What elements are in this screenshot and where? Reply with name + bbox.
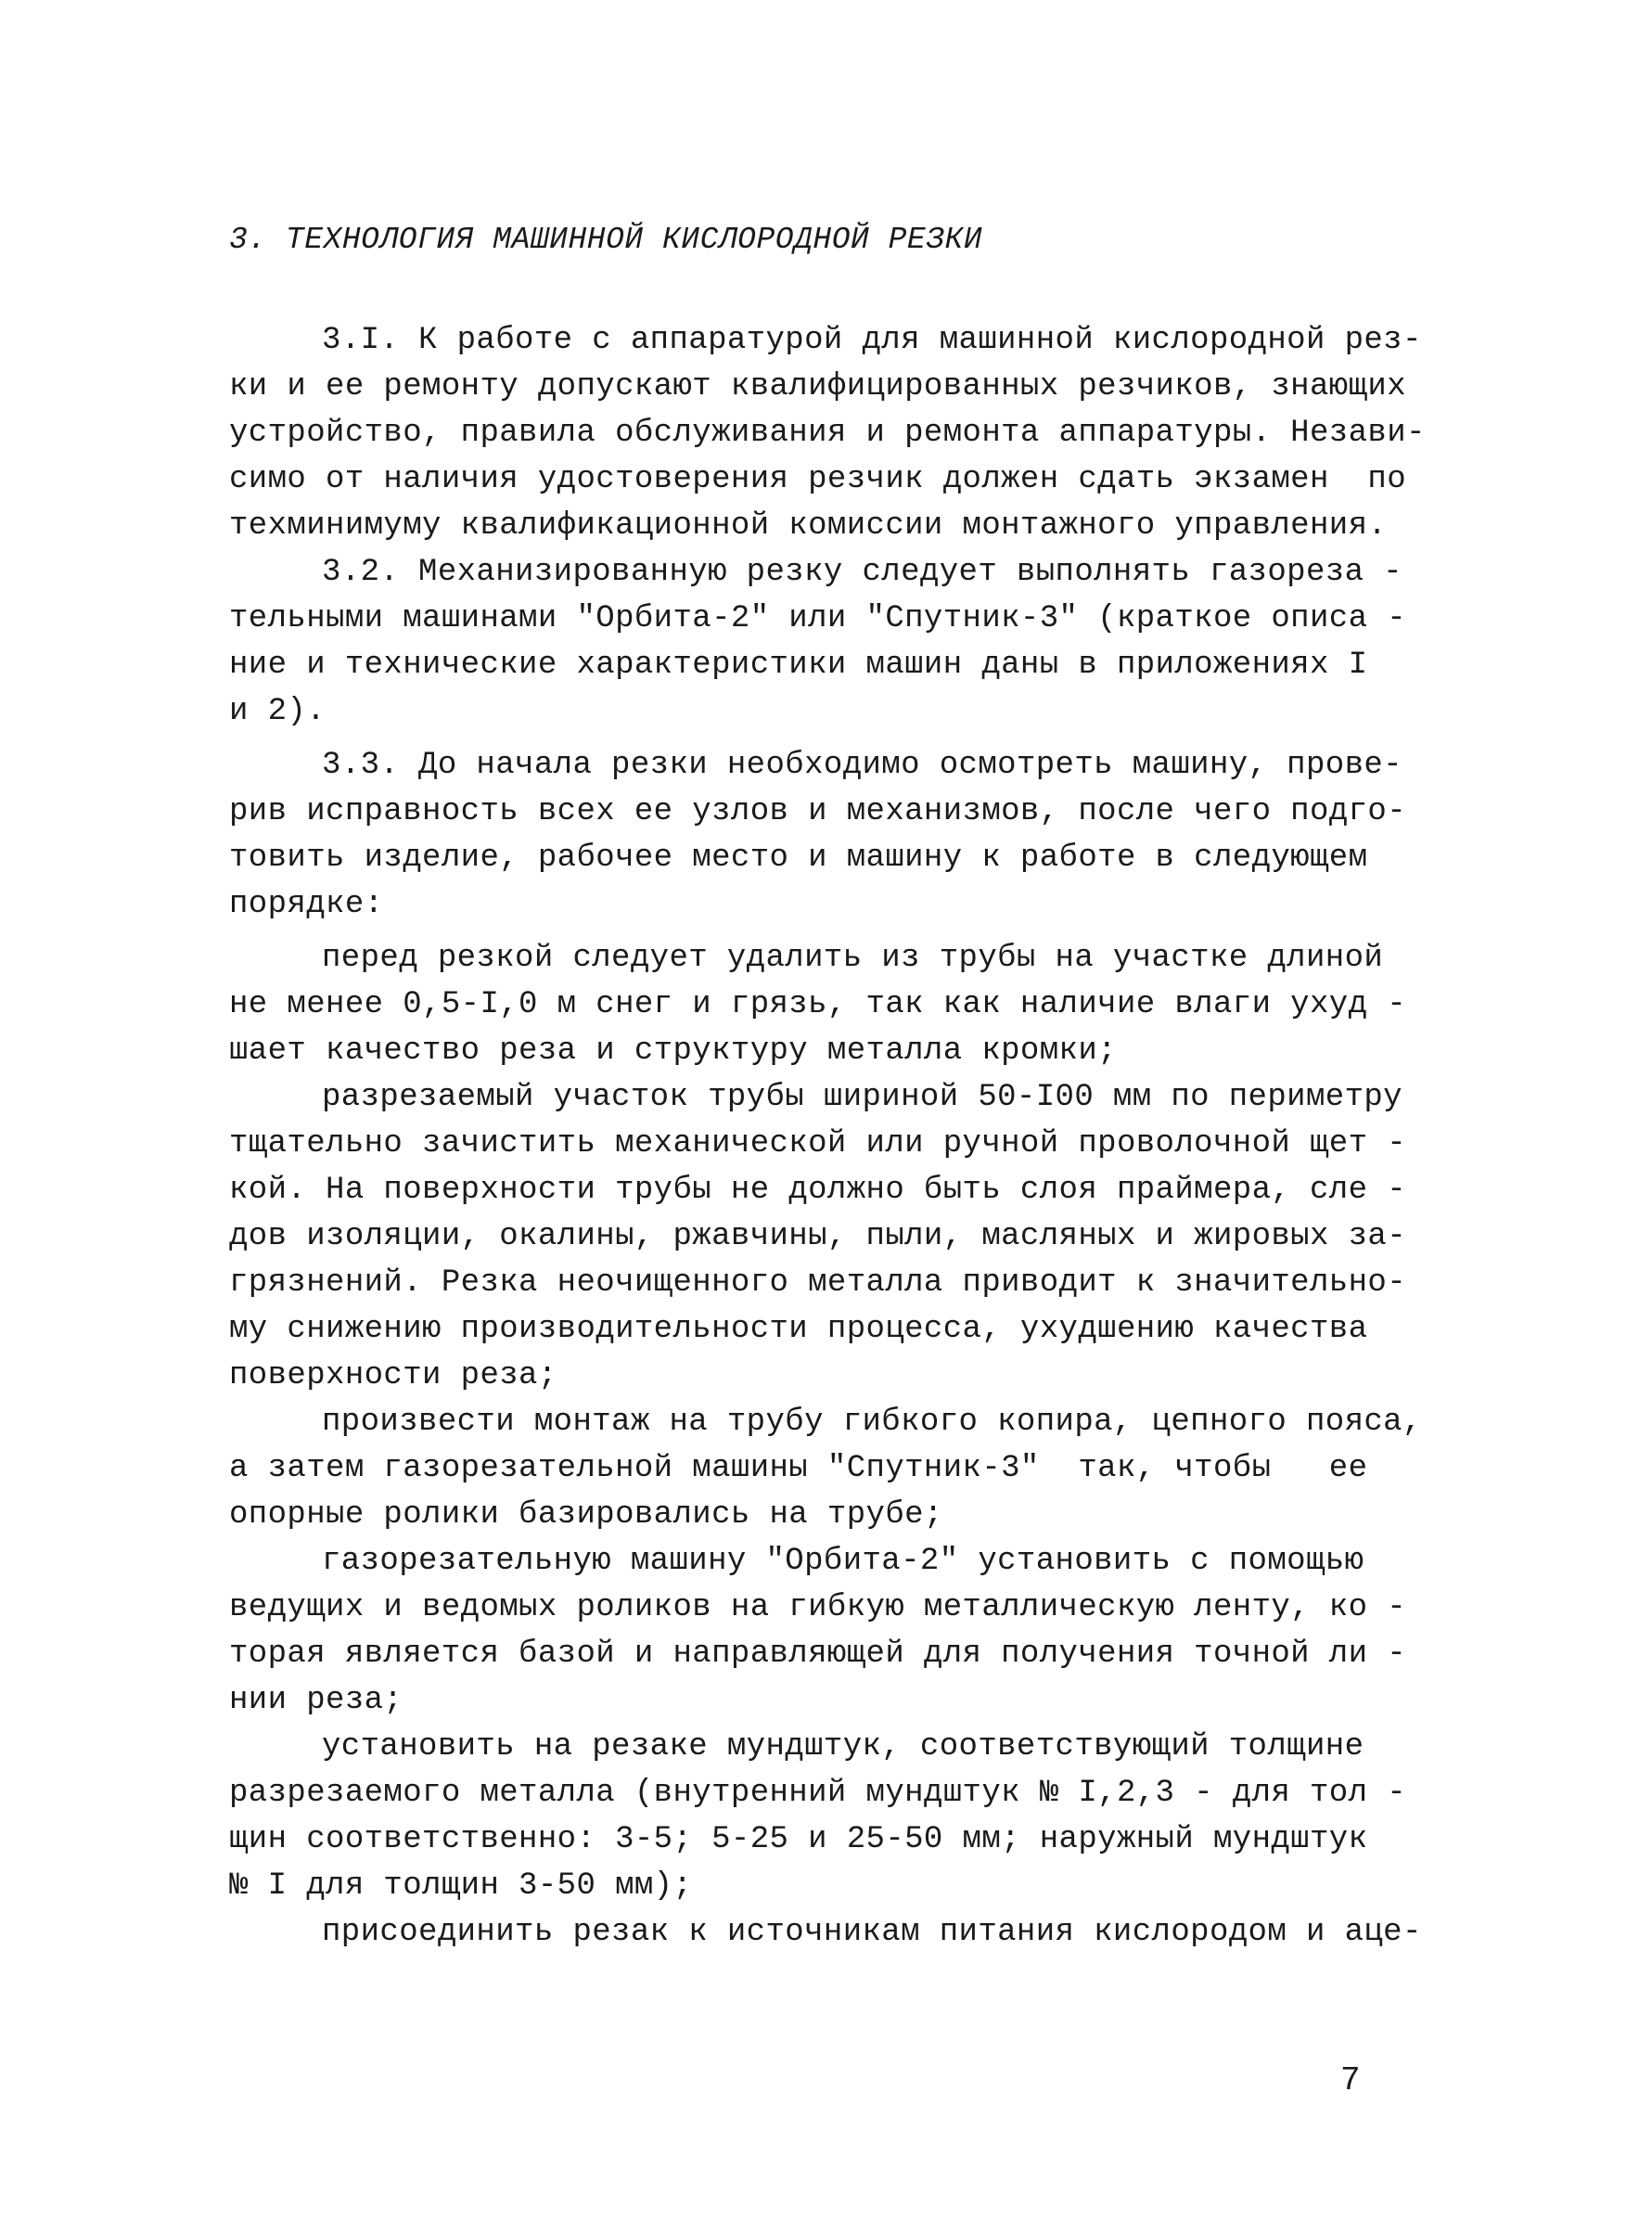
text-line: тщательно зачистить механической или ручной проволочной щет - <box>229 1126 1407 1161</box>
text-line: 3.2. Механизированную резку следует выполнять газореза - <box>322 555 1402 590</box>
text-line: грязнений. Резка неочищенного металла приводит к значительно- <box>229 1265 1407 1301</box>
text-line: а затем газорезательной машины "Спутник-3" так, чтобы ее <box>229 1451 1368 1486</box>
text-line: № I для толщин 3-50 мм); <box>229 1868 693 1904</box>
text-line: присоединить резак к источникам питания кислородом и аце- <box>322 1915 1422 1950</box>
text-line: ведущих и ведомых роликов на гибкую металлическую ленту, ко - <box>229 1590 1407 1625</box>
text-line: разрезаемого металла (внутренний мундштук № I,2,3 - для тол - <box>229 1776 1407 1811</box>
body-text <box>229 317 1426 1956</box>
text-line: нии реза; <box>229 1683 403 1718</box>
text-line: установить на резаке мундштук, соответствующий толщине <box>322 1729 1364 1765</box>
text-line: щин соответственно: 3-5; 5-25 и 25-50 мм; наружный мундштук <box>229 1822 1368 1857</box>
text-line: тельными машинами "Орбита-2" или "Спутник-3" (краткое описа - <box>229 601 1407 636</box>
text-line: устройство, правила обслуживания и ремонта аппаратуры. Незави- <box>229 416 1426 451</box>
text-line: техминимуму квалификационной комиссии монтажного управления. <box>229 508 1388 544</box>
text-line: му снижению производительности процесса, ухудшению качества <box>229 1312 1368 1347</box>
text-line: разрезаемый участок трубы шириной 50-I00 мм по периметру <box>322 1080 1402 1115</box>
text-line: ние и технические характеристики машин даны в приложениях I <box>229 648 1368 683</box>
text-line: порядке: <box>229 887 384 922</box>
text-line: рив исправность всех ее узлов и механизмов, после чего подго- <box>229 794 1407 829</box>
text-line: товить изделие, рабочее место и машину к работе в следующем <box>229 841 1368 876</box>
text-line: произвести монтаж на трубу гибкого копира, цепного пояса, <box>322 1405 1422 1440</box>
section-heading: 3. ТЕХНОЛОГИЯ МАШИННОЙ КИСЛОРОДНОЙ РЕЗКИ <box>229 223 983 257</box>
text-line: не менее 0,5-I,0 м снег и грязь, так как наличие влаги ухуд - <box>229 987 1407 1022</box>
text-line: поверхности реза; <box>229 1358 557 1393</box>
text-line: газорезательную машину "Орбита-2" установить с помощью <box>322 1544 1364 1579</box>
text-line: ки и ее ремонту допускают квалифицированных резчиков, знающих <box>229 369 1407 404</box>
text-line: торая является базой и направляющей для получения точной ли - <box>229 1636 1407 1672</box>
text-line: симо от наличия удостоверения резчик должен сдать экзамен по <box>229 462 1407 497</box>
text-line: кой. На поверхности трубы не должно быть слоя праймера, сле - <box>229 1173 1407 1208</box>
text-line: перед резкой следует удалить из трубы на участке длиной <box>322 941 1384 976</box>
text-line: дов изоляции, окалины, ржавчины, пыли, масляных и жировых за- <box>229 1219 1407 1254</box>
text-line: 3.I. К работе с аппаратурой для машинной кислородной рез- <box>322 323 1422 358</box>
text-line: опорные ролики базировались на трубе; <box>229 1497 943 1533</box>
text-line: 3.3. До начала резки необходимо осмотреть машину, прове- <box>322 748 1402 783</box>
text-line: шает качество реза и структуру металла кромки; <box>229 1033 1117 1069</box>
page-number: 7 <box>1340 2061 1361 2099</box>
text-line: и 2). <box>229 694 327 729</box>
